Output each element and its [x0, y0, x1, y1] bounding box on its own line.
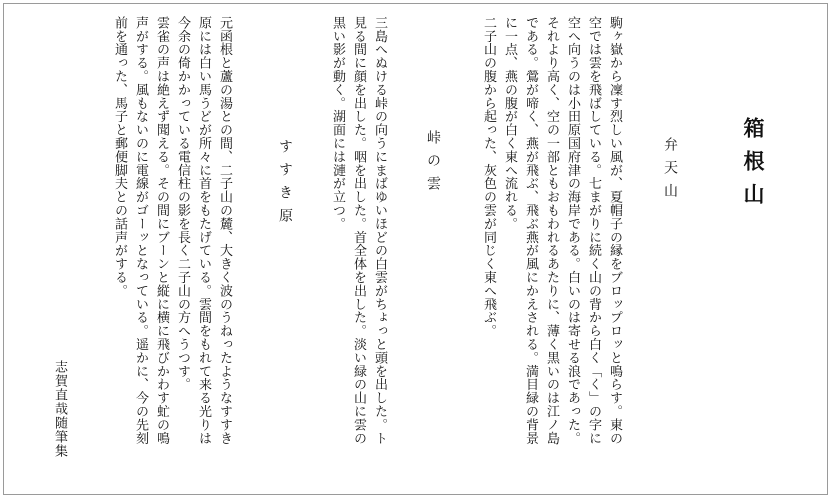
text-line: に一点、燕の腹が白く東へ流れる。	[502, 16, 517, 231]
page-title: 箱根山	[741, 117, 766, 216]
author-credit: 志賀直哉随筆集	[52, 360, 67, 458]
text-line: 声がする。風もないのに電線がゴーッとなっている。遥かに、今の先刻	[133, 16, 148, 445]
section-heading-toge-no-kumo: 峠の雲	[425, 130, 441, 199]
text-line: 空では雲を飛ばしている。七まがりに続く山の背から白く「く」の字に	[586, 16, 601, 445]
text-line: 前を通った、馬子と郵便脚夫との話声がする。	[112, 16, 127, 298]
section-heading-bentenyama: 弁天山	[662, 137, 678, 206]
text-line: 空へ向うのは小田原国府津の海岸である。白いのは寄せる浪であった。	[565, 16, 580, 445]
text-line: 元函根と蘆の湯との間、二子山の麓、大きく波のうねったようなすすき	[217, 16, 232, 445]
section-text-bentenyama	[478, 16, 625, 476]
text-line: 二子山の腹から起った、灰色の雲が同じく東へ飛ぶ。	[481, 16, 496, 338]
text-line: 今余の倚かかっている電信柱の影を長く二子山の方へうつす。	[175, 16, 190, 392]
text-line: 黒い影が動く。湖面には漣が立つ。	[330, 16, 345, 231]
text-line: 駒ヶ嶽から凜す烈しい風が、夏帽子の縁をブロップロッと鳴らす。東の	[607, 16, 622, 445]
text-line: 原には白い馬うどが所々に首をもたげている。雲間をもれて来る光りは	[196, 16, 211, 445]
text-line: それより高く、空の一部ともおもわれるあたりに、薄く黒いのは江ノ島	[544, 16, 559, 445]
text-line: 三島へぬける峠の向うにまばゆいほどの白雲がちょっと頭を出した。ト	[372, 16, 387, 445]
text-line: 見る間に顔を出した。咽を出した。首全体を出した。淡い緑の山に雲の	[351, 16, 366, 445]
section-text-toge-no-kumo	[327, 16, 390, 476]
section-heading-susukihara: すすき原	[277, 139, 293, 231]
section-text-susukihara	[109, 16, 235, 476]
text-line: 雲雀の声は絶えず聞える。その間にブーンと縦に横に飛びかわす虻の鳴	[154, 16, 169, 445]
text-line: である。鶯が啼く、燕が飛ぶ、飛ぶ燕が風にかえされる。満目緑の背景	[523, 16, 538, 445]
